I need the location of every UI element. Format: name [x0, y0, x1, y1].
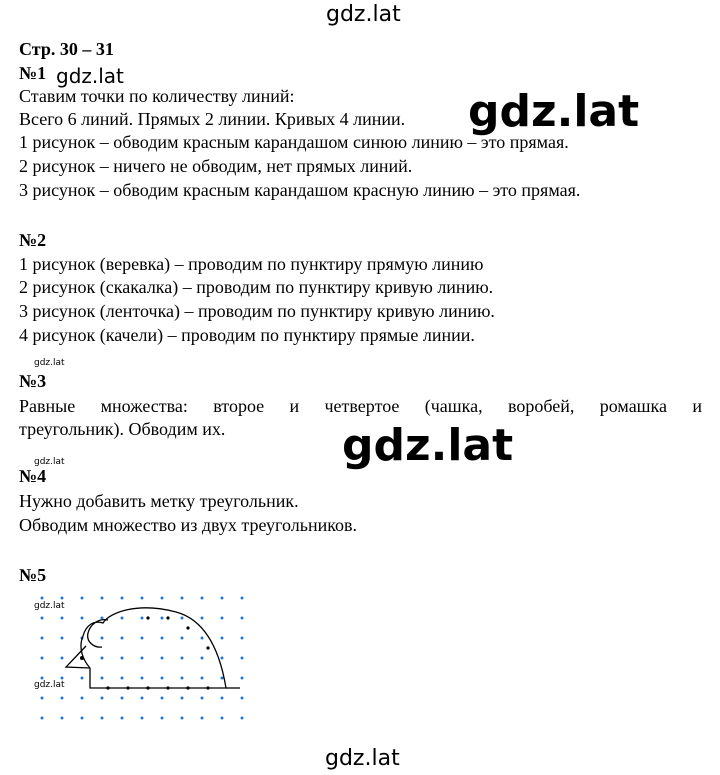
- watermark-small-4: gdz.lat: [34, 680, 65, 690]
- task-2-line: 1 рисунок (веревка) – проводим по пунктиру прямую линию: [19, 254, 484, 274]
- task-1-line: Ставим точки по количеству линий:: [19, 86, 295, 106]
- grid-dot: [81, 597, 84, 600]
- grid-dot: [41, 637, 44, 640]
- watermark-large-2: gdz.lat: [342, 420, 514, 471]
- grid-dot: [141, 677, 144, 680]
- grid-dot: [221, 677, 224, 680]
- grid-dot: [141, 697, 144, 700]
- grid-dot: [101, 637, 104, 640]
- grid-dot: [101, 677, 104, 680]
- grid-dot: [41, 657, 44, 660]
- grid-dot: [41, 717, 44, 720]
- grid-dot: [201, 637, 204, 640]
- grid-dot: [161, 717, 164, 720]
- task-1-line: 3 рисунок – обводим красным карандашом красную линию – это прямая.: [19, 180, 581, 200]
- grid-dot: [141, 717, 144, 720]
- grid-dot: [61, 637, 64, 640]
- mouse-dot-grid-drawing: [28, 590, 258, 730]
- task-4-line: Обводим множество из двух треугольников.: [19, 515, 358, 535]
- mouse-eye: [80, 656, 84, 660]
- task-4-heading: №4: [19, 466, 47, 486]
- grid-dot: [61, 657, 64, 660]
- grid-dot: [221, 637, 224, 640]
- task-2-line: 4 рисунок (качели) – проводим по пунктиру прямые линии.: [19, 325, 475, 345]
- grid-dot: [161, 617, 164, 620]
- grid-dot: [101, 717, 104, 720]
- watermark-large-1: gdz.lat: [468, 86, 640, 137]
- grid-dot: [41, 597, 44, 600]
- grid-dot: [201, 657, 204, 660]
- grid-dot: [201, 597, 204, 600]
- grid-dots: [41, 597, 244, 720]
- grid-dot: [201, 697, 204, 700]
- grid-dot: [61, 617, 64, 620]
- grid-dot: [241, 697, 244, 700]
- grid-dot: [181, 637, 184, 640]
- task-3-heading: №3: [19, 371, 47, 391]
- grid-dot: [141, 597, 144, 600]
- grid-dot: [181, 657, 184, 660]
- task-2-heading: №2: [19, 230, 47, 250]
- task-2-line: 3 рисунок (ленточка) – проводим по пунктиру кривую линию.: [19, 301, 495, 321]
- page-reference: Стр. 30 – 31: [19, 39, 114, 59]
- grid-dot: [181, 677, 184, 680]
- task-5-heading: №5: [19, 565, 47, 585]
- grid-dot: [181, 697, 184, 700]
- grid-dot: [61, 717, 64, 720]
- grid-dot: [81, 677, 84, 680]
- mouse-figure: [66, 608, 240, 688]
- grid-dot: [161, 677, 164, 680]
- grid-dot: [241, 717, 244, 720]
- grid-dot: [121, 617, 124, 620]
- grid-dot: [141, 657, 144, 660]
- grid-dot: [241, 617, 244, 620]
- grid-dot: [121, 717, 124, 720]
- grid-dot: [61, 597, 64, 600]
- grid-dot: [41, 617, 44, 620]
- grid-dot: [121, 697, 124, 700]
- grid-dot: [81, 697, 84, 700]
- grid-dot: [201, 717, 204, 720]
- task-4-line: Нужно добавить метку треугольник.: [19, 491, 299, 511]
- grid-dot: [161, 637, 164, 640]
- grid-dot: [121, 677, 124, 680]
- grid-dot: [121, 597, 124, 600]
- grid-dot: [141, 617, 144, 620]
- grid-dot: [221, 657, 224, 660]
- grid-dot: [181, 617, 184, 620]
- grid-dot: [101, 657, 104, 660]
- grid-dot: [181, 597, 184, 600]
- mouse-nose: [66, 646, 90, 668]
- watermark-small-3: gdz.lat: [34, 601, 65, 611]
- grid-dot: [121, 637, 124, 640]
- grid-dot: [101, 697, 104, 700]
- task-1-heading: №1: [19, 63, 47, 83]
- grid-dot: [101, 597, 104, 600]
- task-1-line: Всего 6 линий. Прямых 2 линии. Кривых 4 линии.: [19, 109, 406, 129]
- grid-dot: [161, 697, 164, 700]
- grid-dot: [61, 697, 64, 700]
- task-2-line: 2 рисунок (скакалка) – проводим по пунктиру кривую линию.: [19, 277, 494, 297]
- task-3-line: Равные множества: второе и четвертое (чашка, воробей, ромашка и: [19, 396, 702, 416]
- grid-dot: [241, 657, 244, 660]
- grid-dot: [81, 717, 84, 720]
- grid-dot: [241, 677, 244, 680]
- task-1-line: 1 рисунок – обводим красным карандашом синюю линию – это прямая.: [19, 132, 569, 152]
- grid-dot: [81, 617, 84, 620]
- watermark-bottom: gdz.lat: [325, 746, 400, 771]
- watermark-small-1: gdz.lat: [34, 358, 65, 368]
- grid-dot: [241, 597, 244, 600]
- grid-dot: [201, 617, 204, 620]
- grid-dot: [221, 597, 224, 600]
- grid-dot: [121, 657, 124, 660]
- grid-dot: [241, 637, 244, 640]
- grid-dot: [141, 637, 144, 640]
- grid-dot: [221, 697, 224, 700]
- grid-dot: [161, 657, 164, 660]
- grid-dot: [161, 597, 164, 600]
- task-3-line: треугольник). Обводим их.: [19, 419, 226, 439]
- watermark-top: gdz.lat: [326, 2, 401, 27]
- grid-dot: [41, 697, 44, 700]
- grid-dot: [201, 677, 204, 680]
- watermark-small-2: gdz.lat: [34, 457, 65, 467]
- task-1-line: 2 рисунок – ничего не обводим, нет прямых линий.: [19, 156, 413, 176]
- grid-dot: [181, 717, 184, 720]
- watermark-inline: gdz.lat: [56, 64, 124, 88]
- grid-dot: [221, 717, 224, 720]
- grid-dot: [221, 617, 224, 620]
